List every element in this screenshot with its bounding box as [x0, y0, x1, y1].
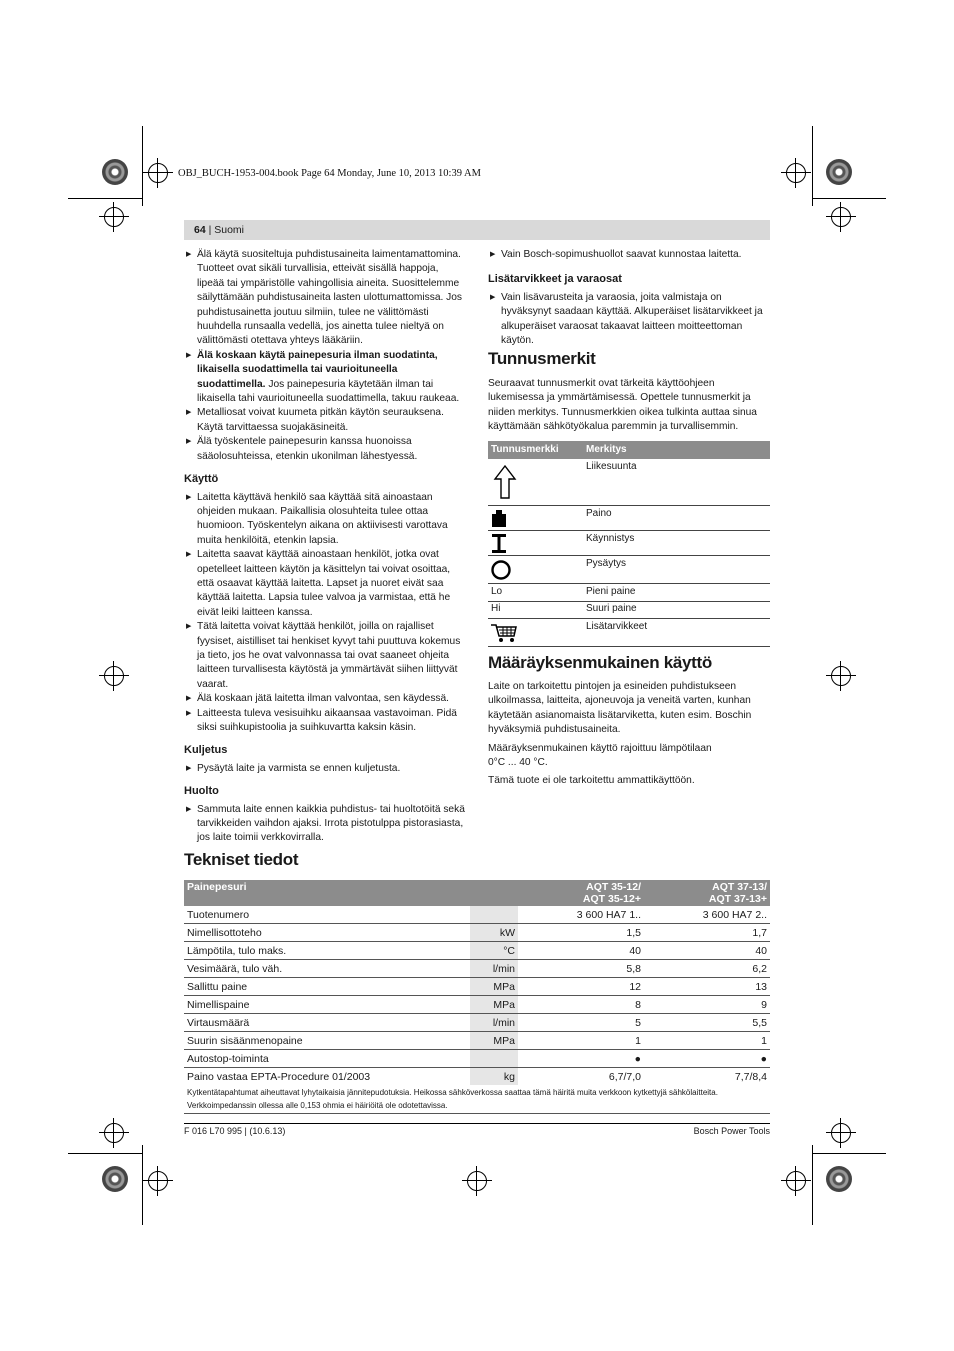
row-unit: kW: [470, 924, 518, 942]
subheading-kaytto: Käyttö: [184, 473, 219, 486]
crop-mark: [142, 126, 143, 206]
table-row: [184, 960, 770, 978]
row-value: 5: [518, 1014, 644, 1032]
row-value: 1: [518, 1032, 644, 1050]
table-row: [184, 924, 770, 942]
list-item: ▶ Vain Bosch-sopimushuollot saavat kunnostaa laitetta.: [488, 248, 770, 262]
table-header-row: [184, 880, 770, 906]
page-number: 64: [194, 224, 206, 236]
symbol-meaning: Pysäytys: [586, 558, 627, 569]
row-unit: MPa: [470, 1032, 518, 1050]
row-value: ●: [644, 1050, 770, 1068]
table-row: [184, 1014, 770, 1032]
section-title-tunnusmerkit: Tunnusmerkit: [488, 349, 596, 368]
registration-mark-icon: [467, 1171, 487, 1191]
registration-mark-icon: [104, 207, 124, 227]
list-item: ▶ Tätä laitetta voivat käyttää henkilöt, joilla on rajalliset fyysiset, aistilliset tai henkiset kyvyt tahi puuttuva kokemus ja tieto, jos he ovat valvonnassa tai ovat saaneet ohjeita laitteen turvallisesta käytöstä ja ymmärtävät siihen liittyvät vaarat.: [184, 620, 468, 692]
row-value: 1: [644, 1032, 770, 1050]
crop-mark: [812, 1153, 886, 1154]
warning-text: Jos painepesuria käytetään ilman tai likaisella tahi vaurioituneella suodattimella, takuu raukeaa.: [197, 378, 460, 405]
registration-disc-icon: [826, 159, 852, 185]
row-value: 6,7/7,0: [608, 1070, 641, 1083]
table-row: [184, 906, 770, 924]
symbol-row: [488, 619, 770, 647]
model-name: AQT 37-13+: [708, 893, 767, 905]
cart-icon: [490, 622, 518, 644]
arrow-up-icon: [493, 464, 517, 500]
registration-mark-icon: [786, 163, 806, 183]
table-row: [184, 1050, 770, 1068]
symbol-meaning: Pieni paine: [586, 586, 636, 597]
row-value: 12: [518, 978, 644, 996]
registration-mark-icon: [148, 163, 168, 183]
row-unit: MPa: [470, 978, 518, 996]
section-title-maaraysten: Määräyksenmukainen käyttö: [488, 653, 712, 672]
symbol-row: [488, 506, 770, 531]
row-value: 13: [644, 978, 770, 996]
row-label: Suurin sisäänmenopaine: [184, 1032, 470, 1050]
row-value: 3 600 HA7 1..: [518, 906, 644, 924]
paragraph: Tämä tuote ei ole tarkoitettu ammattikäyttöön.: [488, 775, 695, 787]
row-label: Autostop-toiminta: [184, 1050, 470, 1068]
warning-bold-text: Älä koskaan käytä painepesuria ilman suodatinta, likaisella suodattimella tai vaurioituneella suodattimella.: [197, 349, 438, 390]
symbol-table-header: [488, 441, 770, 459]
crop-mark: [142, 1145, 143, 1225]
symbol-row: [488, 459, 770, 506]
list-item: ▶ Laitteesta tuleva vesisuihku aikaansaa vastavoiman. Pidä siksi suihkupistoolia ja suihkuvartta kaksin käsin.: [184, 707, 468, 736]
row-value: 1,7: [644, 924, 770, 942]
registration-mark-icon: [148, 1171, 168, 1191]
row-label: Vesimäärä, tulo väh.: [184, 960, 470, 978]
symbol-row: [488, 602, 770, 619]
table-header-unit: [470, 880, 518, 906]
symbol-meaning: Lisätarvikkeet: [586, 621, 648, 632]
row-value: 8: [518, 996, 644, 1014]
row-label: Nimellisottoteho: [184, 924, 470, 942]
row-value: 6,2: [644, 960, 770, 978]
row-unit: l/min: [470, 960, 518, 978]
table-row: [184, 942, 770, 960]
page-header: 64 | Suomi: [184, 220, 770, 240]
row-label: Virtausmäärä: [184, 1014, 470, 1032]
list-item: ▶ Pysäytä laite ja varmista se ennen kuljetusta.: [184, 762, 468, 776]
row-value: 3 600 HA7 2..: [644, 906, 770, 924]
table-row: [184, 978, 770, 996]
registration-mark-icon: [831, 666, 851, 686]
footer-left: F 016 L70 995 | (10.6.13): [184, 1126, 286, 1136]
symbol-meaning: Paino: [586, 508, 612, 519]
right-column: [488, 248, 770, 348]
row-unit: kg: [470, 1068, 518, 1086]
meaning-col-header: Merkitys: [586, 444, 627, 455]
row-label: Nimellispaine: [184, 996, 470, 1014]
crop-mark: [812, 198, 886, 199]
table-header-model: [644, 880, 770, 906]
list-item: ▶ Sammuta laite ennen kaikkia puhdistus- tai huoltotöitä sekä tarvikkeiden vaihdon ajaksi. Irrota pistotulppa pistorasiasta, jos laite toimii verkkovirralla.: [184, 803, 468, 846]
symbol-meaning: Suuri paine: [586, 603, 637, 614]
symbol-row: [488, 584, 770, 602]
symbol-meaning: Liikesuunta: [586, 461, 637, 472]
symbol-code: Hi: [491, 603, 501, 614]
list-item: [184, 349, 468, 407]
registration-disc-icon: [102, 1166, 128, 1192]
symbol-col-header: Tunnusmerkki: [491, 444, 559, 455]
subheading-lisatarvikkeet: Lisätarvikkeet ja varaosat: [488, 273, 622, 286]
list-item: ▶ Laitetta saavat käyttää ainoastaan henkilöt, jotka ovat opetelleet laitteen käytön ja käsittelyn tai voivat osoittaa, että osaavat käyttää laitetta. Lapset ja nuoret eivät saa käyttää laitetta. Lapsia tulee valvoa ja varmistaa, että he eivät leiki laitteen kanssa.: [184, 548, 468, 620]
section-name: Suomi: [214, 224, 245, 236]
row-label: Tuotenumero: [184, 906, 470, 924]
crop-mark: [68, 198, 142, 199]
maar-text: [488, 680, 770, 789]
subheading-huolto: Huolto: [184, 785, 219, 798]
row-unit: [470, 906, 518, 924]
off-icon: [490, 559, 512, 581]
paragraph: Määräyksenmukainen käyttö rajoittuu lämpötilaan 0°C ... 40 °C.: [488, 742, 712, 769]
weight-icon: [491, 510, 507, 527]
subheading-kuljetus: Kuljetus: [184, 744, 228, 757]
list-item: ▶ Älä koskaan jätä laitetta ilman valvontaa, sen käydessä.: [184, 692, 468, 706]
registration-mark-icon: [831, 1123, 851, 1143]
row-label: Sallittu paine: [184, 978, 470, 996]
symbol-row: [488, 531, 770, 556]
row-label: Lämpötila, tulo maks.: [184, 942, 470, 960]
tunnus-intro: Seuraavat tunnusmerkit ovat tärkeitä käyttöohjeen lukemisessa ja ymmärtämisessä. Opettele tunnusmerkit ja niiden merkitys. Tunnusmerkkien oikea tulkinta auttaa sinua käyttämään sähkötyökalua paremmin ja turvallisemmin.: [488, 378, 757, 433]
table-header-label: Painepesuri: [184, 880, 470, 906]
crop-mark: [812, 126, 813, 206]
registration-disc-icon: [826, 1166, 852, 1192]
row-unit: [470, 1050, 518, 1068]
row-unit: MPa: [470, 996, 518, 1014]
row-value: 7,7/8,4: [734, 1070, 767, 1083]
paragraph: Laite on tarkoitettu pintojen ja esineiden puhdistukseen ulkoilmassa, laitteita, ajoneuvoja ja veneitä varten, kunhan käytetään asianomaista lisätarviketta, kuten esim. Boschin hyväksymiä puhdistusaineita.: [488, 681, 752, 736]
row-unit: °C: [470, 942, 518, 960]
registration-mark-icon: [104, 666, 124, 686]
footer-rule: [184, 1123, 770, 1124]
row-label: Paino vastaa EPTA-Procedure 01/2003: [187, 1070, 371, 1083]
section-title-tekniset: Tekniset tiedot: [184, 850, 299, 869]
crop-mark: [812, 1145, 813, 1225]
tech-data-table: [184, 880, 770, 1114]
row-unit: l/min: [470, 1014, 518, 1032]
list-item: ▶ Metalliosat voivat kuumeta pitkän käytön seurauksena. Käytä tarvittaessa suojakäsineitä.: [184, 406, 468, 435]
row-value: ●: [518, 1050, 644, 1068]
model-name: AQT 35-12+: [582, 893, 641, 905]
table-row: [184, 1068, 770, 1086]
row-value: 40: [518, 942, 644, 960]
model-name: AQT 37-13/: [712, 881, 767, 893]
registration-mark-icon: [831, 207, 851, 227]
symbol-meaning: Käynnistys: [586, 533, 635, 544]
table-footnote: Kytkentätapahtumat aiheuttavat lyhytaikaisia jännitepudotuksia. Heikossa sähköverkossa saattaa tämä häiritä muita verkkoon kytkettyjä sähkölaitteita. Verkkoimpedanssin ollessa alle 0,153 ohmia ei häiriöitä ole odotettavissa.: [184, 1085, 770, 1114]
row-value: 40: [644, 942, 770, 960]
footer-right: Bosch Power Tools: [693, 1126, 770, 1136]
list-item: ▶ Älä työskentele painepesurin kanssa huonoissa sääolosuhteissa, etenkin ukonilman lähestyessä.: [184, 435, 468, 464]
list-item: ▶ Laitetta käyttävä henkilö saa käyttää sitä ainoastaan ohjeiden mukaan. Paikallisia olosuhteita tulee ottaa huomioon. Työskentelyn aikana on aktiivisesti varottava muita henkilöitä, etenkin lapsia.: [184, 491, 468, 549]
table-header-model: [518, 880, 644, 906]
file-info-line: OBJ_BUCH-1953-004.book Page 64 Monday, June 10, 2013 10:39 AM: [178, 168, 481, 179]
table-footnote-row: [184, 1085, 770, 1114]
model-name: AQT 35-12/: [586, 881, 641, 893]
registration-disc-icon: [102, 159, 128, 185]
list-item: ▶ Vain lisävarusteita ja varaosia, joita valmistaja on hyväksynyt saadaan käyttää. Alkuperäiset lisätarvikkeet ja alkuperäiset varaosat takaavat laitteen moitteettoman käytön.: [488, 291, 770, 349]
row-value: 5,8: [518, 960, 644, 978]
row-value: 9: [644, 996, 770, 1014]
registration-mark-icon: [786, 1171, 806, 1191]
table-row: [184, 1032, 770, 1050]
registration-mark-icon: [104, 1123, 124, 1143]
row-value: 5,5: [644, 1014, 770, 1032]
symbol-row: [488, 556, 770, 584]
symbol-code: Lo: [491, 586, 503, 597]
left-column: [184, 248, 468, 846]
crop-mark: [68, 1153, 142, 1154]
row-value: 1,5: [518, 924, 644, 942]
list-item: ▶ Älä käytä suositeltuja puhdistusaineita laimentamattomina. Tuotteet ovat sikäli turvallisia, etteivät sisällä happoja, lipeää tai ympäristölle vahingollisia aineita. Suosittelemme säilyttämään puhdistusaineita lasten ulottumattomissa. Jos puhdistusainetta joutuu silmiin, tulee ne välittömästi huuhdella runsaalla vedellä, jos ainetta tulee nieltyä on välittömästi otettava yhteys lääkäriin.: [184, 248, 468, 349]
table-row: [184, 996, 770, 1014]
on-icon: [491, 534, 507, 553]
